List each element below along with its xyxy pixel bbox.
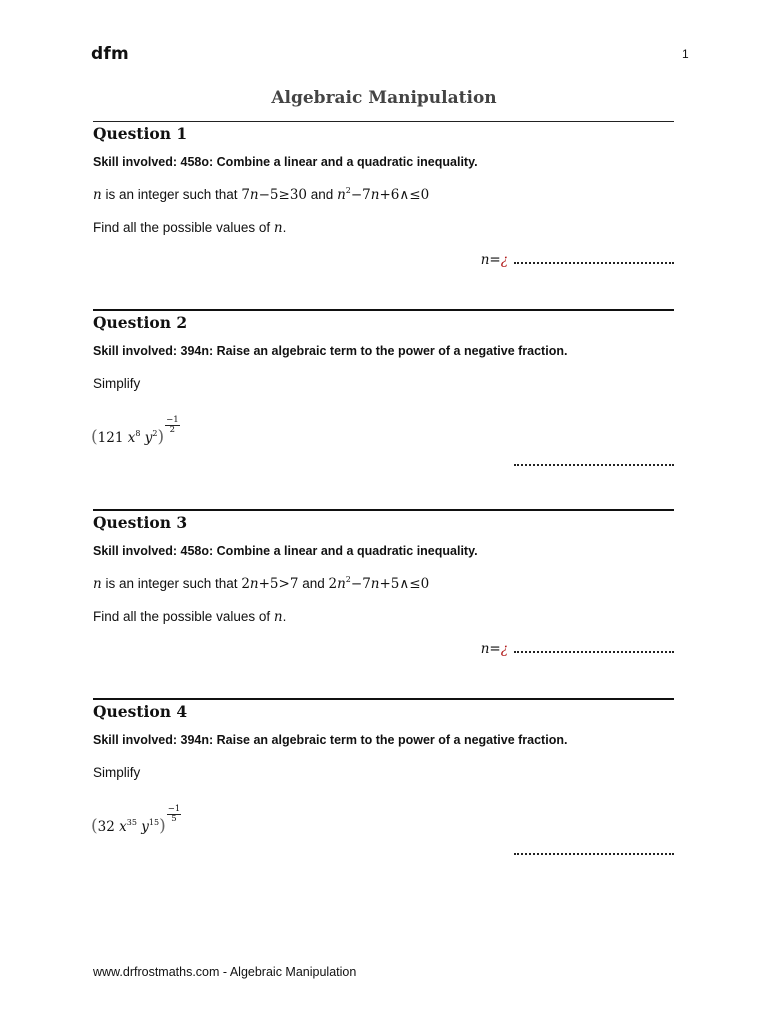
simplify-instruction: Simplify [93,376,141,391]
skill-text: Skill involved: 394n: Raise an algebraic term to the power of a negative fraction. [93,733,568,747]
question-statement: n is an integer such that 2n+5>7 and $2n^2-7n+5\wedge\le 0$ [93,575,430,592]
skill-text: Skill involved: 394n: Raise an algebraic term to the power of a negative fraction. [93,344,568,358]
simplify-instruction: Simplify [93,765,141,780]
title-divider [93,121,674,122]
fraction-exponent: $\frac{-1}{2}$ [166,415,179,435]
quadratic-inequality: $n^2-7n+6\wedge\le 0$ [337,186,430,203]
dfm-logo: dfm [91,44,129,64]
question-heading: Question 3 [93,513,188,532]
linear-inequality: 7n−5≥30 [241,187,308,203]
question-heading: Question 1 [93,124,188,143]
question-divider [93,698,674,700]
expression: (32 $x^{35}$ $y^{15}$) $\frac{-1}{5}$ [91,804,181,836]
answer-line[interactable]: n=¿ [481,252,674,268]
question-divider [93,509,674,511]
skill-text: Skill involved: 458o: Combine a linear and a quadratic inequality. [93,155,478,169]
linear-inequality: 2n+5>7 [241,576,299,592]
fraction-exponent: $\frac{-1}{5}$ [167,804,181,824]
answer-blank[interactable] [514,254,674,264]
answer-blank[interactable] [514,643,674,653]
page-number: 1 [682,47,689,61]
answer-blank[interactable] [514,464,674,466]
question-statement: n is an integer such that 7n−5≥30 and $n^2-7n+6\wedge\le 0$ [93,186,430,203]
find-instruction: Find all the possible values of n. [93,609,287,625]
page-title: Algebraic Manipulation [271,88,497,108]
answer-blank[interactable] [514,853,674,855]
question-heading: Question 4 [93,702,188,721]
answer-line[interactable]: n=¿ [481,641,674,657]
page-footer: www.drfrostmaths.com - Algebraic Manipulation [93,965,357,979]
question-divider [93,309,674,311]
expression: (121 $x^8$ $y^2$) $\frac{-1}{2}$ [91,415,179,447]
quadratic-inequality: $2n^2-7n+5\wedge\le 0$ [328,575,430,592]
question-heading: Question 2 [93,313,188,332]
skill-text: Skill involved: 458o: Combine a linear and a quadratic inequality. [93,544,478,558]
find-instruction: Find all the possible values of n. [93,220,287,236]
